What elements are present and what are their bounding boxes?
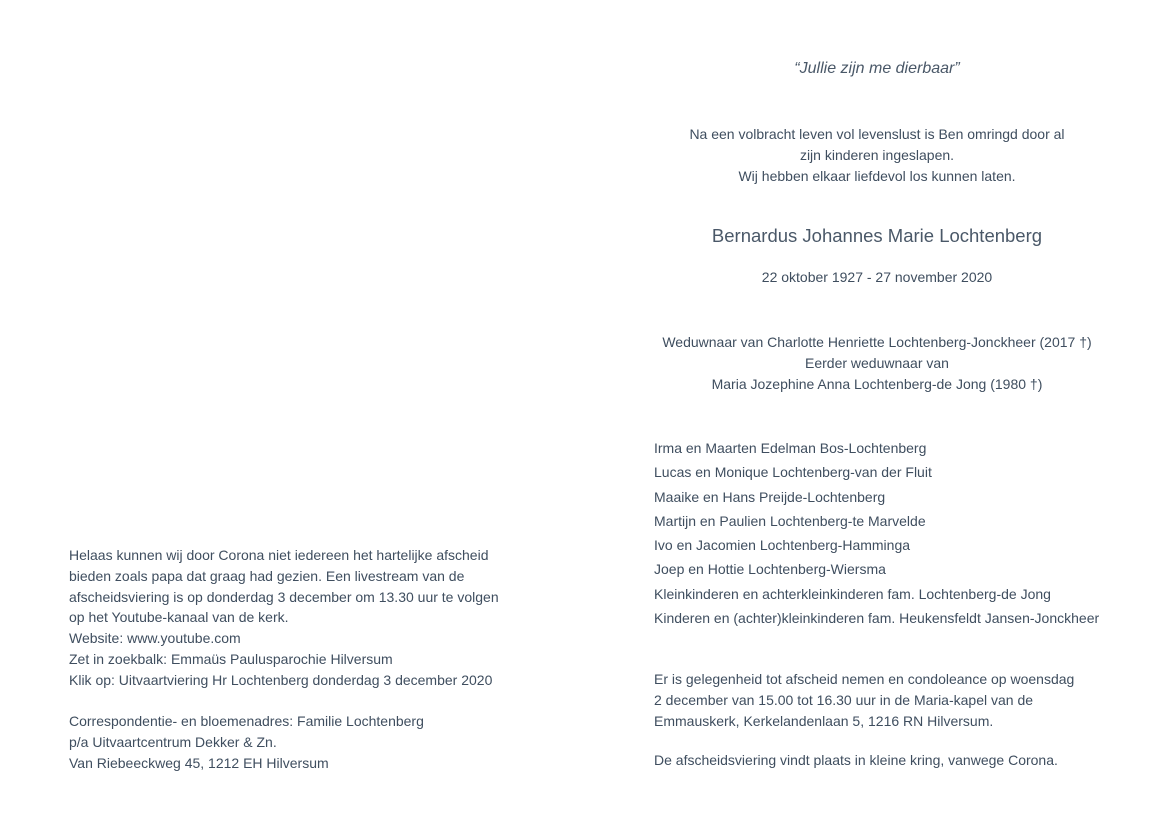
correspondence-address — [69, 711, 539, 773]
family-member: Ivo en Jacomien Lochtenberg-Hamminga — [654, 537, 911, 554]
family-member: Lucas en Monique Lochtenberg-van der Fluit — [654, 464, 932, 481]
address-line: p/a Uitvaartcentrum Dekker & Zn. — [69, 734, 277, 751]
condolence-info — [654, 669, 1114, 731]
click-instruction-line: Klik op: Uitvaartviering Hr Lochtenberg donderdag 3 december 2020 — [69, 671, 493, 688]
search-instruction-line: Zet in zoekbalk: Emmaüs Paulusparochie Hilversum — [69, 650, 393, 667]
spouse-line: Weduwnaar van Charlotte Henriette Lochtenberg-Jonckheer (2017 †) — [662, 334, 1092, 350]
livestream-line: afscheidsviering is op donderdag 3 december om 13.30 uur te volgen — [69, 588, 499, 605]
family-member: Maaike en Hans Preijde-Lochtenberg — [654, 488, 886, 505]
spouse-line: Maria Jozephine Anna Lochtenberg-de Jong (1980 †) — [711, 376, 1043, 392]
address-line: Van Riebeeckweg 45, 1212 EH Hilversum — [69, 754, 329, 771]
intro-line: zijn kinderen ingeslapen. — [799, 146, 955, 163]
livestream-line: Helaas kunnen wij door Corona niet iedereen het hartelijke afscheid — [69, 547, 489, 563]
left-column — [69, 545, 539, 774]
intro-line: Na een volbracht leven vol levenslust is Ben omringd door al — [689, 126, 1065, 142]
livestream-line: op het Youtube-kanaal van de kerk. — [69, 609, 289, 626]
motto: “Jullie zijn me dierbaar” — [794, 60, 960, 77]
life-dates: 22 oktober 1927 - 27 november 2020 — [761, 269, 993, 285]
family-member: Irma en Maarten Edelman Bos-Lochtenberg — [654, 440, 927, 456]
condolence-line: Er is gelegenheid tot afscheid nemen en condoleance op woensdag — [654, 671, 1075, 687]
spacer — [69, 691, 539, 712]
website-line: Website: www.youtube.com — [69, 630, 241, 647]
deceased-name: Bernardus Johannes Marie Lochtenberg — [711, 225, 1043, 246]
family-member: Kinderen en (achter)kleinkinderen fam. Heukensfeldt Jansen-Jonckheer — [654, 610, 1100, 627]
family-member: Kleinkinderen en achterkleinkinderen fam. Lochtenberg-de Jong — [654, 585, 1051, 602]
spouse-info — [654, 332, 1100, 395]
address-line: Correspondentie- en bloemenadres: Familie Lochtenberg — [69, 713, 424, 730]
family-list — [654, 436, 1114, 630]
closing-note: De afscheidsviering vindt plaats in kleine kring, vanwege Corona. — [654, 752, 1058, 768]
condolence-line: Emmauskerk, Kerkelandenlaan 5, 1216 RN Hilversum. — [654, 712, 994, 729]
intro-line: Wij hebben elkaar liefdevol los kunnen laten. — [738, 167, 1016, 184]
spouse-line: Eerder weduwnaar van — [805, 355, 949, 371]
intro-text — [654, 124, 1100, 186]
family-member: Martijn en Paulien Lochtenberg-te Marvelde — [654, 512, 926, 529]
livestream-info — [69, 545, 539, 691]
livestream-line: bieden zoals papa dat graag had gezien. Een livestream van de — [69, 567, 465, 584]
family-member: Joep en Hottie Lochtenberg-Wiersma — [654, 561, 886, 578]
condolence-line: 2 december van 15.00 tot 16.30 uur in de Maria-kapel van de — [654, 691, 1034, 708]
